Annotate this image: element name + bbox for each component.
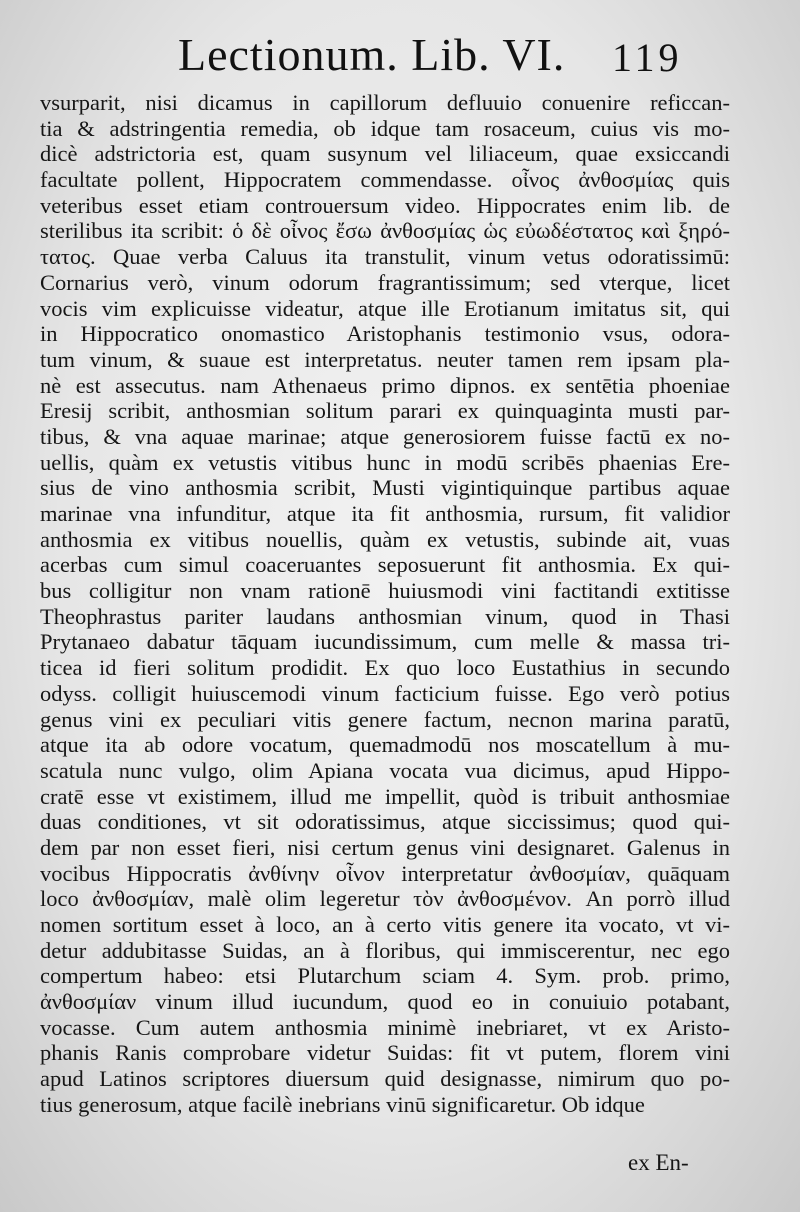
text-line: in Hippocratico onomastico Aristophanis testimonio vsus, odora-: [40, 321, 730, 347]
text-line: Prytanaeo dabatur tāquam iucundissimum, cum melle & massa tri-: [40, 629, 730, 655]
text-line: marinae vna infunditur, atque ita fit anthosmia, rursum, fit validior: [40, 501, 730, 526]
text-line: odyss. colligit huiuscemodi vinum facticium fuisse. Ego verò potius: [40, 680, 730, 706]
text-line: bus colligitur non vnam rationē huiusmodi vini factitandi extitisse: [40, 578, 730, 604]
text-line: Eresij scribit, anthosmian solitum parari ex quinquaginta musti par-: [40, 398, 730, 424]
text-line: dem par non esset fieri, nisi certum genus vini designaret. Galenus in: [40, 834, 730, 860]
text-line: Cornarius verò, vinum odorum fragrantissimum; sed vterque, licet: [40, 269, 730, 295]
text-line: tius generosum, atque facilè inebrians vinū significaretur. Ob idque: [40, 1091, 645, 1117]
text-line: anthosmia ex vitibus nouellis, quàm ex vetustis, subinde ait, vuas: [40, 526, 730, 552]
text-line: nè est assecutus. nam Athenaeus primo dipnos. ex sentētia phoeniae: [40, 372, 730, 398]
body-text: [40, 90, 730, 1118]
text-line: phanis Ranis comprobare videtur Suidas: fit vt putem, florem vini: [40, 1040, 730, 1066]
text-line: loco ἀνθοσμίαν, malè olim legeretur τὸν ἀνθοσμένον. An porrò illud: [40, 886, 730, 912]
text-line: cratē esse vt existimem, illud me impellit, quòd is tribuit anthosmiae: [40, 783, 730, 809]
text-line: acerbas cum simul coaceruantes seposuerunt fit anthosmia. Ex qui-: [40, 552, 730, 578]
text-line: nomen sortitum esset à loco, an à certo vitis genere ita vocato, vt vi-: [40, 912, 730, 937]
text-line: sius de vino anthosmia scribit, Musti vigintiquinque partibus aquae: [40, 475, 730, 501]
text-line: vsurparit, nisi dicamus in capillorum defluuio conuenire reficcan-: [40, 90, 730, 115]
text-line: vocibus Hippocratis ἀνθίνην οἶνον interpretatur ἀνθοσμίαν, quāquam: [40, 860, 730, 886]
text-line: scatula nunc vulgo, olim Apiana vocata vua dicimus, apud Hippo-: [40, 757, 730, 783]
text-line: ticea id fieri solitum prodidit. Ex quo loco Eustathius in secundo: [40, 655, 730, 681]
text-line: tibus, & vna aquae marinae; atque generosiorem fuisse factū ex no-: [40, 423, 730, 449]
text-line: uellis, quàm ex vetustis vitibus hunc in modū scribēs phaenias Ere-: [40, 449, 730, 475]
text-line: facultate pollent, Hippocratem commendasse. οἶνος ἀνθοσμίας quis: [40, 167, 730, 193]
text-line: dicè adstrictoria est, quam susynum vel liliaceum, quae exsiccandi: [40, 141, 730, 167]
text-line: genus vini ex peculiari vitis genere factum, necnon marina paratū,: [40, 706, 730, 732]
text-line: apud Latinos scriptores diuersum quid designasse, nimirum quo po-: [40, 1066, 730, 1092]
text-line: sterilibus ita scribit: ὁ δὲ οἶνος ἔσω ἀνθοσμίας ὡς εὐωδέστατος καὶ ξηρό-: [40, 218, 730, 244]
text-line: τατος. Quae verba Caluus ita transtulit, vinum vetus odoratissimū:: [40, 244, 730, 270]
text-line: tum vinum, & suaue est interpretatus. neuter tamen rem ipsam pla-: [40, 346, 730, 372]
page-header: [0, 28, 800, 88]
text-line: ἀνθοσμίαν vinum illud iucundum, quod eo in conuiuio potabant,: [40, 989, 730, 1015]
text-line: duas conditiones, vt sit odoratissimus, atque siccissimus; quod qui-: [40, 809, 730, 835]
text-line: veteribus esset etiam controuersum video. Hippocrates enim lib. de: [40, 192, 730, 218]
text-line: compertum habeo: etsi Plutarchum sciam 4. Sym. prob. primo,: [40, 963, 730, 989]
page-number: 119: [612, 35, 683, 80]
running-title: Lectionum. Lib. VI.: [178, 29, 566, 80]
catchword: ex En-: [628, 1150, 689, 1175]
text-line: detur addubitasse Suidas, an à floribus, qui immiscerentur, nec ego: [40, 937, 730, 963]
text-line: tia & adstringentia remedia, ob idque tam rosaceum, cuius vis mo-: [40, 115, 730, 141]
text-line: vocis vim explicuisse videatur, atque ille Erotianum imitatus sit, qui: [40, 295, 730, 321]
text-line: Theophrastus pariter laudans anthosmian vinum, quod in Thasi: [40, 603, 730, 629]
text-line: atque ita ab odore vocatum, quemadmodū nos moscatellum à mu-: [40, 732, 730, 758]
text-line: vocasse. Cum autem anthosmia minimè inebriaret, vt ex Aristo-: [40, 1014, 730, 1040]
